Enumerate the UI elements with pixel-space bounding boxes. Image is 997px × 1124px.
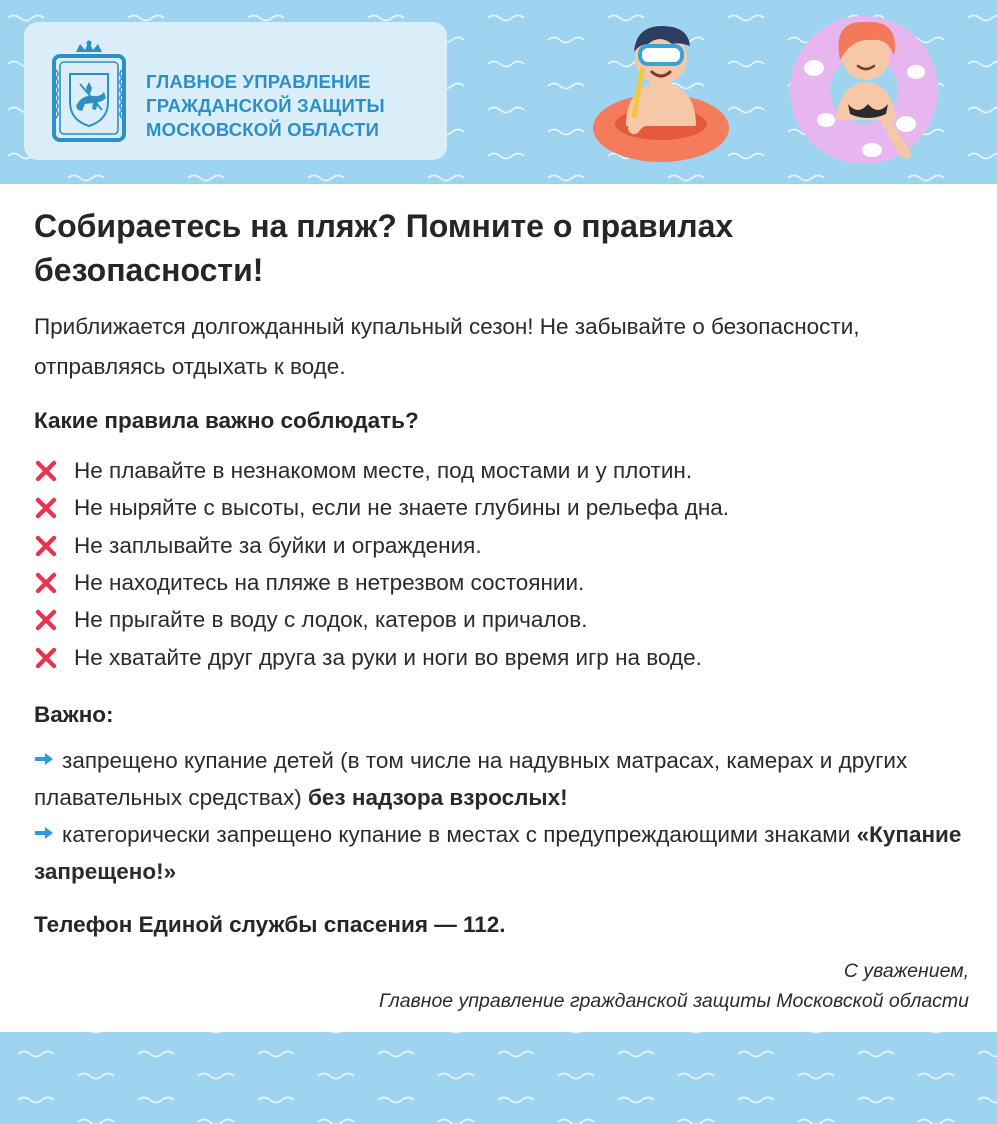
important-heading: Важно: — [34, 702, 114, 727]
rule-item — [34, 564, 584, 601]
organization-name — [146, 70, 446, 142]
rule-text: Не ныряйте с высоты, если не знаете глубины и рельефа дна. — [74, 494, 730, 520]
signature — [379, 956, 969, 1016]
right-arrow-icon — [34, 826, 54, 840]
important-item-text: категорически запрещено купание в местах с предупреждающими знаками — [62, 822, 851, 847]
cross-mark-icon — [34, 459, 58, 483]
cross-mark-icon — [34, 608, 58, 632]
cross-mark-icon — [34, 646, 58, 670]
rescue-phone: Телефон Единой службы спасения — 112. — [34, 912, 506, 937]
girl-in-ring-illustration — [786, 0, 946, 184]
cross-mark-icon — [34, 571, 58, 595]
important-item-emphasis: «Купание запрещено!» — [34, 822, 962, 884]
org-name-line-3: МОСКОВСКОЙ ОБЛАСТИ — [146, 119, 380, 140]
rule-item — [34, 452, 692, 489]
rule-item — [34, 639, 702, 676]
signature-organization: Главное управление гражданской защиты Московской области — [378, 990, 969, 1012]
snorkeler-illustration — [586, 0, 736, 184]
moscow-region-coat-of-arms-icon — [50, 40, 128, 144]
footer-water-band — [0, 1032, 997, 1124]
rule-text: Не прыгайте в воду с лодок, катеров и причалов. — [74, 606, 588, 632]
rule-text: Не хватайте друг друга за руки и ноги во время игр на воде. — [74, 644, 702, 670]
org-name-line-2: ГРАЖДАНСКОЙ ЗАЩИТЫ — [146, 95, 385, 116]
rules-heading: Какие правила важно соблюдать? — [34, 408, 419, 433]
rule-item — [34, 601, 588, 638]
rule-item — [34, 489, 729, 526]
rule-text: Не плавайте в незнакомом месте, под мостами и у плотин. — [74, 457, 693, 483]
header-banner — [0, 0, 997, 184]
rule-text: Не находитесь на пляже в нетрезвом состоянии. — [74, 569, 585, 595]
important-item-text: запрещено купание детей (в том числе на надувных матрасах, камерах и других плавательных средствах) — [34, 748, 908, 810]
org-name-line-1: ГЛАВНОЕ УПРАВЛЕНИЕ — [146, 71, 371, 92]
intro-paragraph: Приближается долгожданный купальный сезон! Не забывайте о безопасности, отправляясь отдыхать к воде. — [34, 314, 860, 379]
important-item — [34, 816, 969, 890]
important-item — [34, 742, 969, 816]
page-title: Собираетесь на пляж? Помните о правилах безопасности! — [34, 208, 734, 288]
cross-mark-icon — [34, 534, 58, 558]
right-arrow-icon — [34, 752, 54, 766]
signature-greeting: С уважением, — [843, 960, 969, 982]
organization-logo-block — [24, 22, 447, 160]
important-item-emphasis: без надзора взрослых! — [308, 785, 568, 810]
rule-item — [34, 527, 482, 564]
rule-text: Не заплывайте за буйки и ограждения. — [74, 532, 482, 558]
cross-mark-icon — [34, 496, 58, 520]
wave-pattern-bottom — [0, 1032, 997, 1124]
